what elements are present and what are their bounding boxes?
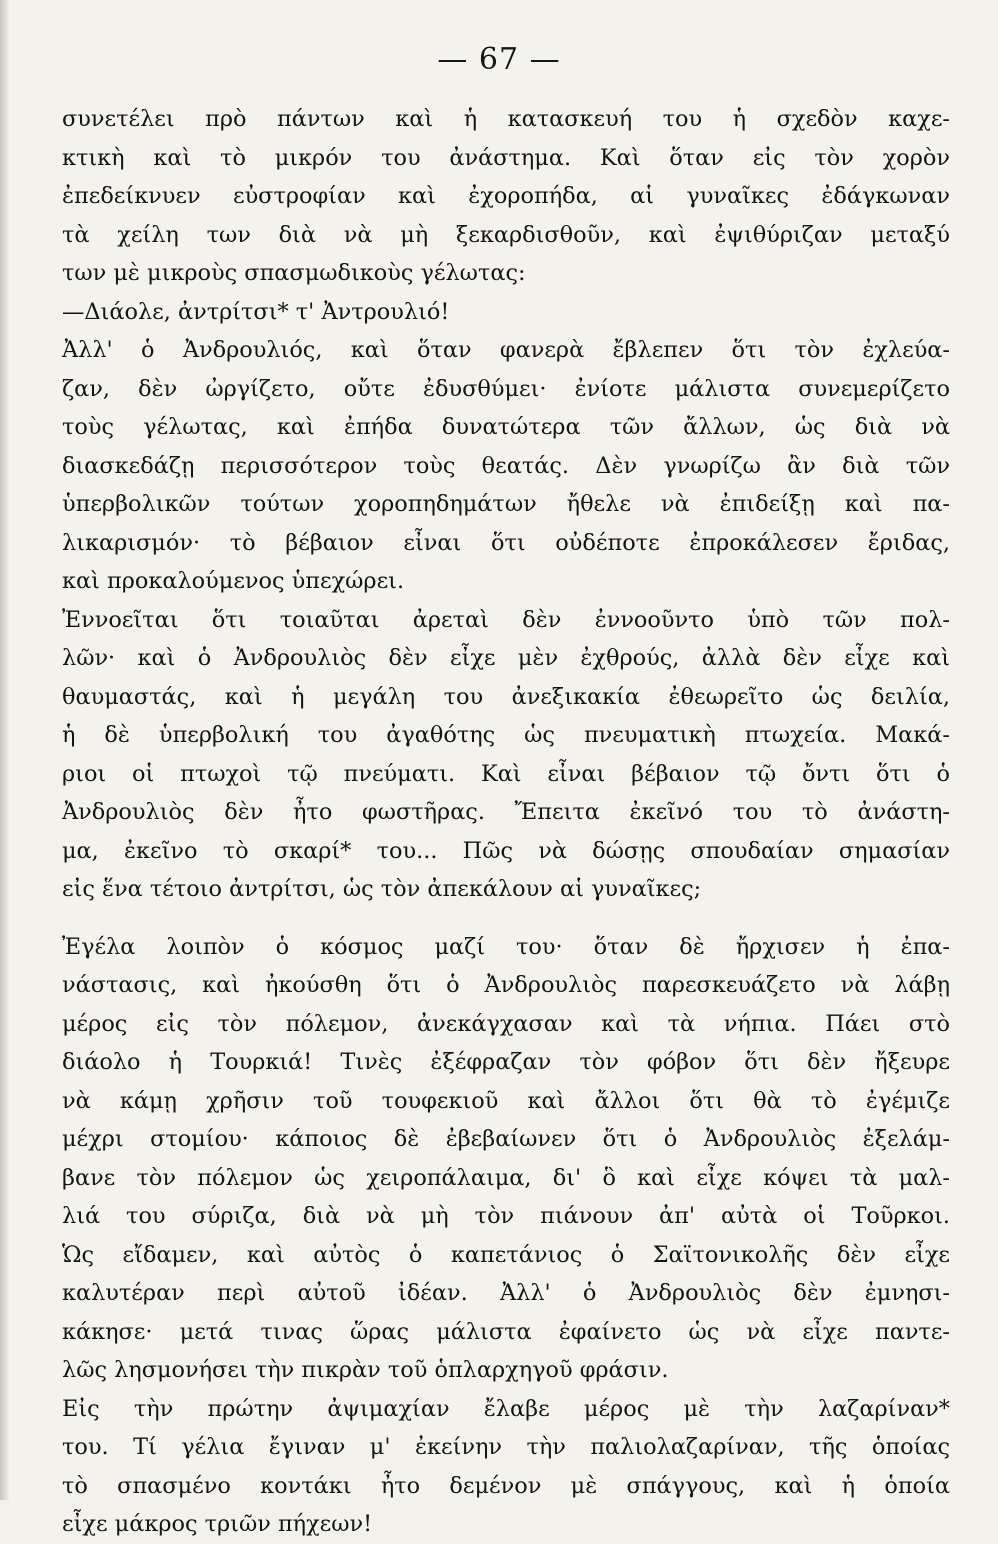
text-line: ὑπερβολικῶν τούτων χοροπηδημάτων ἤθελε νὰ ἐπιδείξῃ καὶ πα- xyxy=(62,491,950,517)
text-line: τὸ σπασμένο κοντάκι ἦτο δεμένον μὲ σπάγγους, καὶ ἡ ὁποία xyxy=(62,1472,950,1499)
text-line: Ἐννοεῖται ὅτι τοιαῦται ἀρεταὶ δὲν ἐννοοῦντο ὑπὸ τῶν πολ- xyxy=(62,606,950,633)
text-line: —Διάολε, ἀντρίτσι* τ' Ἀντρουλιό! xyxy=(62,298,450,325)
text-line: διασκεδάζῃ περισσότερον τοὺς θεατάς. Δὲν γνωρίζω ἂν διὰ τῶν xyxy=(62,452,950,479)
body-text xyxy=(62,100,950,1544)
text-line: τοὺς γέλωτας, καὶ ἐπήδα δυνατώτερα τῶν ἄλλων, ὡς διὰ νὰ xyxy=(62,414,950,440)
text-line: ἐπεδείκνυεν εὐστροφίαν καὶ ἐχοροπήδα, αἱ γυναῖκες ἐδάγκωναν xyxy=(62,183,950,209)
text-line: εἰς ἕνα τέτοιο ἀντρίτσι, ὡς τὸν ἀπεκάλουν αἱ γυναῖκες; xyxy=(62,876,702,902)
text-line: νάστασις, καὶ ἠκούσθη ὅτι ὁ Ἀνδρουλιὸς παρεσκευάζετο νὰ λάβῃ xyxy=(62,972,950,998)
text-line: ζαν, δὲν ὠργίζετο, οὔτε ἐδυσθύμει· ἐνίοτε μάλιστα συνεμερίζετο xyxy=(62,375,950,402)
text-line: Ἐγέλα λοιπὸν ὁ κόσμος μαζί του· ὅταν δὲ ἤρχισεν ἡ ἐπα- xyxy=(62,933,950,960)
text-line: λικαρισμόν· τὸ βέβαιον εἶναι ὅτι οὐδέποτε ἐπροκάλεσεν ἔριδας, xyxy=(62,529,950,556)
text-line: μα, ἐκεῖνο τὸ σκαρί* του... Πῶς νὰ δώσῃς σπουδαίαν σημασίαν xyxy=(62,837,950,864)
text-line: λῶν· καὶ ὁ Ἀνδρουλιὸς δὲν εἶχε μὲν ἐχθρούς, ἀλλὰ δὲν εἶχε καὶ xyxy=(62,645,950,671)
text-line: κτικὴ καὶ τὸ μικρόν του ἀνάστημα. Καὶ ὅταν εἰς τὸν χορὸν xyxy=(62,144,950,171)
text-line: λῶς λησμονήσει τὴν πικρὰν τοῦ ὁπλαρχηγοῦ φράσιν. xyxy=(62,1357,669,1383)
text-line: νὰ κάμῃ χρῆσιν τοῦ τουφεκιοῦ καὶ ἄλλοι ὅτι θὰ τὸ ἐγέμιζε xyxy=(62,1087,950,1114)
text-line: Ὡς εἴδαμεν, καὶ αὐτὸς ὁ καπετάνιος ὁ Σαϊτονικολῆς δὲν εἶχε xyxy=(62,1241,950,1268)
text-line: του. Τί γέλια ἔγιναν μ' ἐκείνην τὴν παλιολαζαρίναν, τῆς ὁποίας xyxy=(62,1434,950,1460)
text-line: τὰ χείλη των διὰ νὰ μὴ ξεκαρδισθοῦν, καὶ ἐψιθύριζαν μεταξύ xyxy=(62,221,950,248)
text-line: μέχρι στομίου· κάποιος δὲ ἐβεβαίωνεν ὅτι ὁ Ἀνδρουλιὸς ἐξελάμ- xyxy=(62,1126,950,1152)
text-line: ριοι οἱ πτωχοὶ τῷ πνεύματι. Καὶ εἶναι βέβαιον τῷ ὄντι ὅτι ὁ xyxy=(62,760,950,787)
page-edge-shadow xyxy=(0,0,10,1500)
text-line: των μὲ μικροὺς σπασμωδικοὺς γέλωτας: xyxy=(62,260,526,286)
text-line: Ἀλλ' ὁ Ἀνδρουλιός, καὶ ὅταν φανερὰ ἔβλεπεν ὅτι τὸν ἐχλεύα- xyxy=(62,337,950,363)
text-line: θαυμαστάς, καὶ ἡ μεγάλη του ἀνεξικακία ἐθεωρεῖτο ὡς δειλία, xyxy=(62,683,950,710)
text-line: καλυτέραν περὶ αὐτοῦ ἰδέαν. Ἀλλ' ὁ Ἀνδρουλιὸς δὲν ἐμνησι- xyxy=(62,1280,950,1306)
text-line: Ἀνδρουλιὸς δὲν ἦτο φωστῆρας. Ἔπειτα ἐκεῖνό του τὸ ἀνάστη- xyxy=(62,799,950,825)
text-line: εἶχε μάκρος τριῶν πήχεων! xyxy=(62,1511,373,1537)
text-line: καὶ προκαλούμενος ὑπεχώρει. xyxy=(62,568,405,594)
text-line: κάκησε· μετά τινας ὥρας μάλιστα ἐφαίνετο ὡς νὰ εἶχε παντε- xyxy=(62,1318,950,1345)
paragraph-gap xyxy=(62,909,950,928)
text-line: διάολο ἡ Τουρκιά! Τινὲς ἐξέφραζαν τὸν φόβον ὅτι δὲν ἤξευρε xyxy=(62,1049,950,1075)
text-line: ἡ δὲ ὑπερβολική του ἀγαθότης ὡς πνευματικὴ πτωχεία. Μακά- xyxy=(62,722,950,748)
text-line: μέρος εἰς τὸν πόλεμον, ἀνεκάγχασαν καὶ τὰ νήπια. Πάει στὸ xyxy=(62,1010,950,1037)
text-line: βανε τὸν πόλεμον ὡς χειροπάλαιμα, δι' ὃ καὶ εἶχε κόψει τὰ μαλ- xyxy=(62,1164,950,1191)
text-line: συνετέλει πρὸ πάντων καὶ ἡ κατασκευή του ἡ σχεδὸν καχε- xyxy=(62,106,950,132)
page-number: — 67 — xyxy=(437,42,561,77)
text-line: Εἰς τὴν πρώτην ἀψιμαχίαν ἔλαβε μέρος μὲ τὴν λαζαρίναν* xyxy=(62,1395,950,1422)
text-line: λιά του σύριζα, διὰ νὰ μὴ τὸν πιάνουν ἀπ' αὐτὰ οἱ Τοῦρκοι. xyxy=(62,1203,950,1229)
